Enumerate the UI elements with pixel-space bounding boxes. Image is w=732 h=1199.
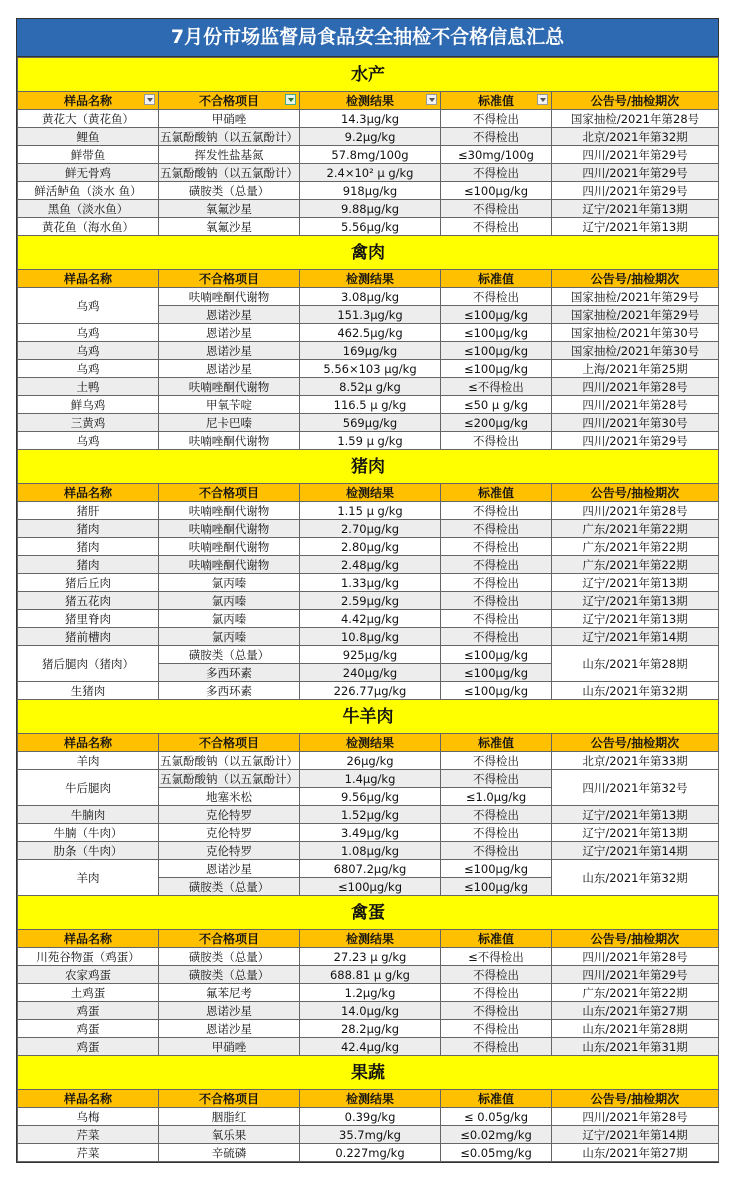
failed-item-cell[interactable]: 氯丙嗪 (159, 628, 300, 646)
standard-value-cell[interactable]: 不得检出 (441, 770, 552, 788)
test-result-cell[interactable]: 2.70μg/kg (300, 520, 441, 538)
failed-item-cell[interactable]: 呋喃唑酮代谢物 (159, 538, 300, 556)
table-row (18, 682, 719, 700)
notice-number-cell[interactable]: 辽宁/2021年第13期 (552, 200, 719, 218)
notice-number-cell[interactable]: 辽宁/2021年第14期 (552, 1126, 719, 1144)
column-header-failed-item: 不合格项目 (159, 734, 300, 752)
test-result-cell[interactable]: 226.77μg/kg (300, 682, 441, 700)
sample-name-cell[interactable]: 鸡蛋 (18, 1002, 159, 1020)
column-header-failed-item: 不合格项目 (159, 484, 300, 502)
sample-name-cell[interactable]: 三黄鸡 (18, 414, 159, 432)
table-row (18, 110, 719, 128)
table-row (18, 592, 719, 610)
test-result-cell[interactable]: ≤100μg/kg (300, 878, 441, 896)
test-result-cell[interactable]: 3.08μg/kg (300, 288, 441, 306)
column-header-failed-item: 不合格项目 (159, 1090, 300, 1108)
standard-value-cell[interactable]: 不得检出 (441, 824, 552, 842)
failed-item-cell[interactable]: 五氯酚酸钠（以五氯酚计） (160, 771, 298, 786)
notice-number-cell[interactable]: 辽宁/2021年第14期 (552, 628, 719, 646)
failed-item-cell[interactable]: 恩诺沙星 (159, 342, 300, 360)
standard-value-cell[interactable]: ≤100μg/kg (441, 860, 552, 878)
test-result-cell[interactable]: 1.59 μ g/kg (300, 432, 441, 450)
sample-name-cell[interactable]: 牛腩肉 (18, 806, 159, 824)
sample-name-cell[interactable]: 乌鸡 (18, 342, 159, 360)
failed-item-cell[interactable]: 氯丙嗪 (159, 610, 300, 628)
table-row (18, 628, 719, 646)
notice-number-cell[interactable]: 四川/2021年第28号 (552, 396, 719, 414)
notice-number-cell[interactable]: 广东/2021年第22期 (552, 556, 719, 574)
failed-item-cell[interactable]: 磺胺类（总量） (159, 182, 300, 200)
notice-number-cell[interactable]: 山东/2021年第32期 (552, 682, 719, 700)
standard-value-cell[interactable]: ≤100μg/kg (441, 182, 552, 200)
test-result-cell[interactable]: 8.52μ g/kg (300, 378, 441, 396)
table-row (18, 146, 719, 164)
test-result-cell[interactable]: 0.227mg/kg (300, 1144, 441, 1162)
sample-name-cell[interactable]: 羊肉 (18, 752, 159, 770)
sample-name-cell[interactable]: 乌鸡 (18, 324, 159, 342)
failed-item-cell[interactable]: 呋喃唑酮代谢物 (159, 378, 300, 396)
sample-name-cell[interactable]: 猪肉 (18, 556, 159, 574)
notice-number-cell[interactable]: 辽宁/2021年第13期 (552, 218, 719, 236)
standard-value-cell[interactable]: 不得检出 (441, 218, 552, 236)
failed-item-cell[interactable]: 五氯酚酸钠（以五氯酚计） (160, 753, 298, 768)
notice-number-cell[interactable]: 四川/2021年第28号 (552, 502, 719, 520)
sample-name-cell[interactable]: 芹菜 (18, 1126, 159, 1144)
table-row (18, 806, 719, 824)
sample-name-cell[interactable]: 鸡蛋 (18, 1038, 159, 1056)
test-result-cell[interactable]: 1.2μg/kg (300, 984, 441, 1002)
column-header-sample-name: 样品名称 (18, 734, 159, 752)
sample-name-cell[interactable]: 鲤鱼 (18, 128, 159, 146)
test-result-cell[interactable]: 5.56×103 μg/kg (300, 360, 441, 378)
standard-value-cell[interactable]: ≤不得检出 (441, 948, 552, 966)
notice-number-cell[interactable]: 广东/2021年第22期 (552, 520, 719, 538)
table-row (18, 860, 719, 878)
failed-item-cell[interactable]: 氯丙嗪 (159, 574, 300, 592)
table-row (18, 824, 719, 842)
standard-value-cell[interactable]: ≤100μg/kg (441, 646, 552, 664)
standard-value-cell[interactable]: 不得检出 (441, 164, 552, 182)
standard-value-cell[interactable]: 不得检出 (441, 1002, 552, 1020)
table-row (18, 324, 719, 342)
inspection-table (17, 57, 719, 1162)
column-header-standard-value: 标准值 (441, 270, 552, 288)
failed-item-cell[interactable]: 氧氟沙星 (159, 200, 300, 218)
standard-value-cell[interactable]: 不得检出 (441, 592, 552, 610)
section-title: 禽蛋 (18, 896, 719, 930)
table-row (18, 646, 719, 664)
failed-item-cell[interactable]: 多西环素 (159, 682, 300, 700)
section-title: 禽肉 (18, 236, 719, 270)
notice-number-cell[interactable]: 辽宁/2021年第13期 (552, 592, 719, 610)
test-result-cell[interactable]: 918μg/kg (300, 182, 441, 200)
notice-number-cell[interactable]: 辽宁/2021年第13期 (552, 610, 719, 628)
failed-item-cell[interactable]: 挥发性盐基氮 (159, 146, 300, 164)
failed-item-cell[interactable]: 恩诺沙星 (159, 1002, 300, 1020)
test-result-cell[interactable]: 2.80μg/kg (300, 538, 441, 556)
test-result-cell[interactable]: 1.08μg/kg (300, 842, 441, 860)
failed-item-cell[interactable]: 呋喃唑酮代谢物 (159, 432, 300, 450)
test-result-cell[interactable]: 5.56μg/kg (300, 218, 441, 236)
table-row (18, 966, 719, 984)
test-result-cell[interactable]: 14.3μg/kg (300, 110, 441, 128)
failed-item-cell[interactable]: 甲硝唑 (159, 1038, 300, 1056)
notice-number-cell[interactable]: 辽宁/2021年第13期 (552, 824, 719, 842)
column-header-failed-item: 不合格项目 (159, 930, 300, 948)
failed-item-cell[interactable]: 氟苯尼考 (159, 984, 300, 1002)
standard-value-cell[interactable]: 不得检出 (441, 128, 552, 146)
test-result-cell[interactable]: 116.5 μ g/kg (300, 396, 441, 414)
table-row (18, 752, 719, 770)
failed-item-cell[interactable]: 甲硝唑 (159, 110, 300, 128)
table-row (18, 842, 719, 860)
table-row (18, 432, 719, 450)
failed-item-cell[interactable]: 呋喃唑酮代谢物 (159, 288, 300, 306)
sample-name-cell[interactable]: 土鸡蛋 (18, 984, 159, 1002)
column-header-test-result: 检测结果 (300, 930, 441, 948)
standard-value-cell[interactable]: 不得检出 (441, 1020, 552, 1038)
test-result-cell[interactable]: 2.4×10² μ g/kg (300, 164, 441, 182)
sample-name-cell[interactable]: 乌鸡 (18, 288, 159, 324)
standard-value-cell[interactable]: 不得检出 (441, 110, 552, 128)
failed-item-cell[interactable]: 恩诺沙星 (159, 860, 300, 878)
failed-item-cell[interactable]: 多西环素 (159, 664, 300, 682)
test-result-cell[interactable]: 4.42μg/kg (300, 610, 441, 628)
standard-value-cell[interactable]: 不得检出 (441, 806, 552, 824)
sample-name-cell[interactable]: 牛腩（牛肉） (18, 824, 159, 842)
failed-item-cell[interactable]: 氧乐果 (159, 1126, 300, 1144)
column-header-test-result: 检测结果 (300, 734, 441, 752)
sample-name-cell[interactable]: 猪肉 (18, 538, 159, 556)
notice-number-cell[interactable]: 国家抽检/2021年第29号 (552, 288, 719, 306)
column-header-sample-name: 样品名称 (18, 92, 159, 110)
sheet-title: 7月份市场监督局食品安全抽检不合格信息汇总 (17, 18, 718, 57)
column-header-notice-number: 公告号/抽检期次 (552, 930, 719, 948)
notice-number-cell[interactable]: 国家抽检/2021年第28号 (552, 110, 719, 128)
sample-name-cell[interactable]: 猪里脊肉 (18, 610, 159, 628)
test-result-cell[interactable]: 27.23 μ g/kg (300, 948, 441, 966)
sample-name-cell[interactable]: 肋条（牛肉） (18, 842, 159, 860)
notice-number-cell[interactable]: 辽宁/2021年第14期 (552, 842, 719, 860)
filter-dropdown-icon[interactable] (426, 94, 437, 105)
failed-item-cell[interactable]: 克伦特罗 (159, 806, 300, 824)
failed-item-cell[interactable]: 呋喃唑酮代谢物 (159, 520, 300, 538)
table-row (18, 1002, 719, 1020)
failed-item-cell[interactable]: 磺胺类（总量） (159, 966, 300, 984)
table-row (18, 556, 719, 574)
test-result-cell[interactable]: 1.33μg/kg (300, 574, 441, 592)
sample-name-cell[interactable]: 芹菜 (18, 1144, 159, 1162)
test-result-cell[interactable]: 28.2μg/kg (300, 1020, 441, 1038)
standard-value-cell[interactable]: ≤0.05mg/kg (441, 1144, 552, 1162)
table-row (18, 414, 719, 432)
test-result-cell[interactable]: 569μg/kg (300, 414, 441, 432)
test-result-cell[interactable]: 462.5μg/kg (300, 324, 441, 342)
standard-value-cell[interactable]: ≤100μg/kg (441, 360, 552, 378)
sample-name-cell[interactable]: 鲜无骨鸡 (18, 164, 159, 182)
sample-name-cell[interactable]: 农家鸡蛋 (18, 966, 159, 984)
sample-name-cell[interactable]: 乌鸡 (18, 432, 159, 450)
failed-item-cell[interactable]: 呋喃唑酮代谢物 (159, 502, 300, 520)
filter-dropdown-icon[interactable] (537, 94, 548, 105)
test-result-cell[interactable]: 925μg/kg (300, 646, 441, 664)
column-header-test-result: 检测结果 (300, 1090, 441, 1108)
standard-value-cell[interactable]: 不得检出 (441, 752, 552, 770)
failed-item-cell[interactable]: 甲氧苄啶 (159, 396, 300, 414)
standard-value-cell[interactable]: ≤不得检出 (441, 378, 552, 396)
standard-value-cell[interactable]: 不得检出 (441, 842, 552, 860)
standard-value-cell[interactable]: 不得检出 (441, 574, 552, 592)
notice-number-cell[interactable]: 四川/2021年第28号 (552, 948, 719, 966)
test-result-cell[interactable]: 151.3μg/kg (300, 306, 441, 324)
test-result-cell[interactable]: 9.88μg/kg (300, 200, 441, 218)
sample-name-cell[interactable]: 黑鱼（淡水鱼） (18, 200, 159, 218)
standard-value-cell[interactable]: ≤ 0.05g/kg (441, 1108, 552, 1126)
filter-dropdown-icon[interactable] (144, 94, 155, 105)
sample-name-cell[interactable]: 鲜乌鸡 (18, 396, 159, 414)
test-result-cell[interactable]: 10.8μg/kg (300, 628, 441, 646)
column-header-sample-name: 样品名称 (18, 930, 159, 948)
sample-name-cell[interactable]: 牛后腿肉 (18, 770, 159, 806)
sample-name-cell[interactable]: 土鸭 (18, 378, 159, 396)
table-row (18, 378, 719, 396)
standard-value-cell[interactable]: 不得检出 (441, 538, 552, 556)
failed-item-cell[interactable]: 恩诺沙星 (159, 324, 300, 342)
standard-value-cell[interactable]: ≤100μg/kg (441, 664, 552, 682)
column-header-notice-number: 公告号/抽检期次 (552, 92, 719, 110)
sample-name-cell[interactable]: 鸡蛋 (18, 1020, 159, 1038)
notice-number-cell[interactable]: 四川/2021年第28号 (552, 1108, 719, 1126)
column-header-sample-name: 样品名称 (18, 1090, 159, 1108)
column-header-test-result: 检测结果 (300, 484, 441, 502)
spreadsheet (16, 18, 719, 1163)
table-row (18, 342, 719, 360)
notice-number-cell[interactable]: 上海/2021年第25期 (552, 360, 719, 378)
sample-name-cell[interactable]: 鲜活鲈鱼（淡水 鱼） (18, 182, 159, 200)
notice-number-cell[interactable]: 北京/2021年第32期 (552, 128, 719, 146)
failed-item-cell[interactable]: 磺胺类（总量） (159, 878, 300, 896)
notice-number-cell[interactable]: 四川/2021年第29号 (552, 432, 719, 450)
failed-item-cell[interactable]: 氯丙嗪 (159, 592, 300, 610)
failed-item-cell[interactable]: 呋喃唑酮代谢物 (159, 556, 300, 574)
notice-number-cell[interactable]: 四川/2021年第29号 (552, 182, 719, 200)
column-header-sample-name: 样品名称 (18, 270, 159, 288)
column-header-standard-value: 标准值 (441, 484, 552, 502)
column-header-standard-value: 标准值 (441, 92, 552, 110)
notice-number-cell[interactable]: 山东/2021年第27期 (552, 1144, 719, 1162)
table-row (18, 1108, 719, 1126)
notice-number-cell[interactable]: 辽宁/2021年第13期 (552, 806, 719, 824)
failed-item-cell[interactable]: 地塞米松 (159, 788, 300, 806)
table-row (18, 288, 719, 306)
test-result-cell[interactable]: 688.81 μ g/kg (300, 966, 441, 984)
standard-value-cell[interactable]: ≤200μg/kg (441, 414, 552, 432)
notice-number-cell[interactable]: 四川/2021年第32号 (552, 770, 719, 806)
notice-number-cell[interactable]: 广东/2021年第22期 (552, 538, 719, 556)
standard-value-cell[interactable]: ≤100μg/kg (441, 682, 552, 700)
failed-item-cell[interactable]: 恩诺沙星 (159, 360, 300, 378)
filter-active-icon[interactable] (285, 94, 296, 105)
sample-name-cell[interactable]: 猪肉 (18, 520, 159, 538)
standard-value-cell[interactable]: 不得检出 (441, 520, 552, 538)
failed-item-cell[interactable]: 氧氟沙星 (159, 218, 300, 236)
test-result-cell[interactable]: 240μg/kg (300, 664, 441, 682)
table-row (18, 948, 719, 966)
table-row (18, 1038, 719, 1056)
column-header-standard-value: 标准值 (441, 930, 552, 948)
table-row (18, 574, 719, 592)
failed-item-cell[interactable]: 磺胺类（总量） (159, 948, 300, 966)
failed-item-cell[interactable]: 克伦特罗 (159, 824, 300, 842)
standard-value-cell[interactable]: 不得检出 (441, 966, 552, 984)
standard-value-cell[interactable]: ≤50 μ g/kg (441, 396, 552, 414)
table-row (18, 164, 719, 182)
standard-value-cell[interactable]: 不得检出 (441, 984, 552, 1002)
standard-value-cell[interactable]: 不得检出 (441, 432, 552, 450)
test-result-cell[interactable]: 57.8mg/100g (300, 146, 441, 164)
column-header-sample-name: 样品名称 (18, 484, 159, 502)
section-title: 牛羊肉 (18, 700, 719, 734)
section-title: 果蔬 (18, 1056, 719, 1090)
test-result-cell[interactable]: 1.4μg/kg (300, 770, 441, 788)
standard-value-cell[interactable]: 不得检出 (441, 502, 552, 520)
sample-name-cell[interactable]: 猪后丘肉 (18, 574, 159, 592)
sample-name-cell[interactable]: 乌鸡 (18, 360, 159, 378)
failed-item-cell[interactable]: 五氯酚酸钠（以五氯酚计） (160, 129, 298, 144)
notice-number-cell[interactable]: 山东/2021年第28期 (552, 1020, 719, 1038)
notice-number-cell[interactable]: 山东/2021年第31期 (552, 1038, 719, 1056)
sample-name-cell[interactable]: 猪后腿肉（猪肉） (18, 646, 159, 682)
sample-name-cell[interactable]: 羊肉 (18, 860, 159, 896)
table-row (18, 610, 719, 628)
sample-name-cell[interactable]: 川苑谷物蛋（鸡蛋） (18, 948, 159, 966)
notice-number-cell[interactable]: 四川/2021年第29号 (552, 146, 719, 164)
standard-value-cell[interactable]: ≤100μg/kg (441, 878, 552, 896)
table-row (18, 128, 719, 146)
column-header-test-result: 检测结果 (300, 92, 441, 110)
column-header-test-result: 检测结果 (300, 270, 441, 288)
standard-value-cell[interactable]: ≤1.0μg/kg (441, 788, 552, 806)
test-result-cell[interactable]: 2.48μg/kg (300, 556, 441, 574)
notice-number-cell[interactable]: 国家抽检/2021年第30号 (552, 324, 719, 342)
sample-name-cell[interactable]: 猪前槽肉 (18, 628, 159, 646)
table-row (18, 538, 719, 556)
failed-item-cell[interactable]: 磺胺类（总量） (159, 646, 300, 664)
standard-value-cell[interactable]: 不得检出 (441, 556, 552, 574)
test-result-cell[interactable]: 1.52μg/kg (300, 806, 441, 824)
notice-number-cell[interactable]: 辽宁/2021年第13期 (552, 574, 719, 592)
failed-item-cell[interactable]: 辛硫磷 (159, 1144, 300, 1162)
sample-name-cell[interactable]: 鲜带鱼 (18, 146, 159, 164)
section-title: 水产 (18, 58, 719, 92)
notice-number-cell[interactable]: 山东/2021年第28期 (552, 646, 719, 682)
table-row (18, 1144, 719, 1162)
test-result-cell[interactable]: 42.4μg/kg (300, 1038, 441, 1056)
failed-item-cell[interactable]: 尼卡巴嗪 (159, 414, 300, 432)
column-header-standard-value: 标准值 (441, 1090, 552, 1108)
column-header-notice-number: 公告号/抽检期次 (552, 270, 719, 288)
table-row (18, 520, 719, 538)
notice-number-cell[interactable]: 四川/2021年第29号 (552, 164, 719, 182)
table-row (18, 770, 719, 788)
table-row (18, 1020, 719, 1038)
column-header-notice-number: 公告号/抽检期次 (552, 1090, 719, 1108)
standard-value-cell[interactable]: ≤30mg/100g (441, 146, 552, 164)
failed-item-cell[interactable]: 恩诺沙星 (159, 1020, 300, 1038)
standard-value-cell[interactable]: 不得检出 (441, 610, 552, 628)
table-row (18, 984, 719, 1002)
column-header-notice-number: 公告号/抽检期次 (552, 484, 719, 502)
table-row (18, 396, 719, 414)
notice-number-cell[interactable]: 四川/2021年第30号 (552, 414, 719, 432)
standard-value-cell[interactable]: ≤100μg/kg (441, 306, 552, 324)
column-header-failed-item: 不合格项目 (159, 270, 300, 288)
test-result-cell[interactable]: 26μg/kg (300, 752, 441, 770)
test-result-cell[interactable]: 14.0μg/kg (300, 1002, 441, 1020)
failed-item-cell[interactable]: 恩诺沙星 (159, 306, 300, 324)
standard-value-cell[interactable]: 不得检出 (441, 200, 552, 218)
column-header-standard-value: 标准值 (441, 734, 552, 752)
test-result-cell[interactable]: 0.39g/kg (300, 1108, 441, 1126)
notice-number-cell[interactable]: 四川/2021年第28号 (552, 378, 719, 396)
test-result-cell[interactable]: 169μg/kg (300, 342, 441, 360)
table-row (18, 1126, 719, 1144)
test-result-cell[interactable]: 35.7mg/kg (300, 1126, 441, 1144)
test-result-cell[interactable]: 2.59μg/kg (300, 592, 441, 610)
sample-name-cell[interactable]: 生猪肉 (18, 682, 159, 700)
test-result-cell[interactable]: 9.56μg/kg (300, 788, 441, 806)
sample-name-cell[interactable]: 猪肝 (18, 502, 159, 520)
standard-value-cell[interactable]: 不得检出 (441, 628, 552, 646)
table-row (18, 200, 719, 218)
notice-number-cell[interactable]: 国家抽检/2021年第30号 (552, 342, 719, 360)
test-result-cell[interactable]: 9.2μg/kg (300, 128, 441, 146)
standard-value-cell[interactable]: 不得检出 (441, 288, 552, 306)
table-row (18, 182, 719, 200)
notice-number-cell[interactable]: 山东/2021年第27期 (552, 1002, 719, 1020)
column-header-failed-item: 不合格项目 (159, 92, 300, 110)
notice-number-cell[interactable]: 广东/2021年第22期 (552, 984, 719, 1002)
test-result-cell[interactable]: 6807.2μg/kg (300, 860, 441, 878)
notice-number-cell[interactable]: 国家抽检/2021年第29号 (552, 306, 719, 324)
notice-number-cell[interactable]: 四川/2021年第29号 (552, 966, 719, 984)
table-row (18, 360, 719, 378)
failed-item-cell[interactable]: 克伦特罗 (159, 842, 300, 860)
table-row (18, 502, 719, 520)
column-header-notice-number: 公告号/抽检期次 (552, 734, 719, 752)
failed-item-cell[interactable]: 胭脂红 (159, 1108, 300, 1126)
notice-number-cell[interactable]: 北京/2021年第33期 (552, 752, 719, 770)
sample-name-cell[interactable]: 黄花大（黄花鱼） (18, 110, 159, 128)
section-title: 猪肉 (18, 450, 719, 484)
sample-name-cell[interactable]: 猪五花肉 (18, 592, 159, 610)
test-result-cell[interactable]: 1.15 μ g/kg (300, 502, 441, 520)
standard-value-cell[interactable]: ≤100μg/kg (441, 342, 552, 360)
notice-number-cell[interactable]: 山东/2021年第32期 (552, 860, 719, 896)
failed-item-cell[interactable]: 五氯酚酸钠（以五氯酚计） (160, 165, 298, 180)
standard-value-cell[interactable]: 不得检出 (441, 1038, 552, 1056)
table-row (18, 218, 719, 236)
standard-value-cell[interactable]: ≤0.02mg/kg (441, 1126, 552, 1144)
sample-name-cell[interactable]: 黄花鱼（海水鱼） (18, 218, 159, 236)
sample-name-cell[interactable]: 乌梅 (18, 1108, 159, 1126)
standard-value-cell[interactable]: ≤100μg/kg (441, 324, 552, 342)
test-result-cell[interactable]: 3.49μg/kg (300, 824, 441, 842)
